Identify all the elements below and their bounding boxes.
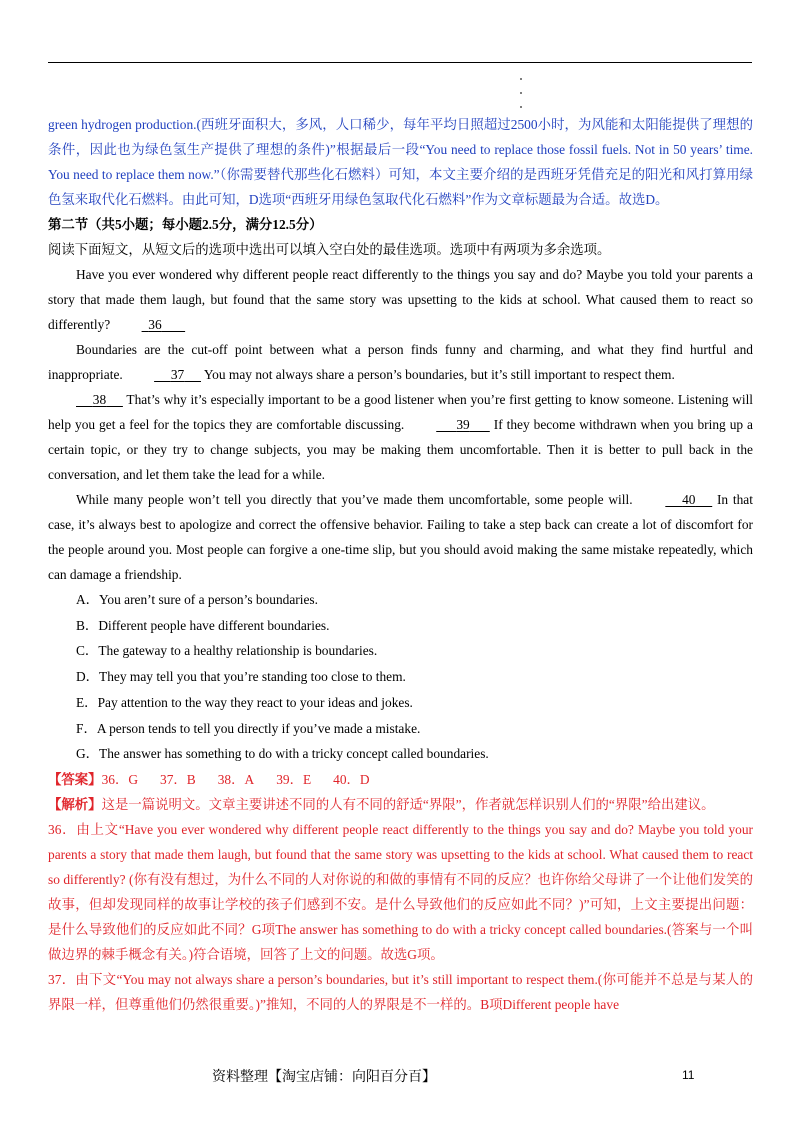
blank-40: 40 (682, 492, 696, 507)
footer-source: 资料整理【淘宝店铺：向阳百分百】 (212, 1070, 436, 1085)
explanation-37: 37．由下文“You may not always share a person’s boundaries, but it’s still important to respect them.(你可能并不总是与某人的界限一样，但尊重他们仍然很重要。)”推知，不同的人的界限是不一样的。B项Different people have (48, 971, 753, 1012)
document-body (48, 112, 753, 1017)
option-c: C．The gateway to a healthy relationship is boundaries. (76, 643, 378, 659)
option-e: E．Pay attention to the way they react to your ideas and jokes. (76, 694, 413, 710)
answer-item: 37．B (160, 771, 196, 787)
passage-text: That’s why it’s especially important to be a good listener when you’re first getting to know someone. Listening will help you get a feel for the topics they are comfortable discussing. (48, 392, 754, 432)
passage-text: While many people won’t tell you directly that you’ve made them uncomfortable, some people will. (76, 492, 633, 507)
passage-text: In that case, it’s always best to apologize and correct the offensive behavior. Failing to take a step back can create a lot of discomfort for the people around you. Most people can forgive a one-time slip, but you should avoid making the same mistake repeatedly, which can damage a friendship. (48, 492, 753, 582)
header-rule (48, 62, 752, 63)
analysis (48, 792, 753, 817)
page-number: 11 (682, 1068, 695, 1082)
answer-item: 40．D (333, 771, 370, 787)
passage-paragraph-2 (48, 337, 753, 387)
option-d: D．They may tell you that you’re standing too close to them. (76, 669, 406, 685)
blank-37: 37 (170, 367, 185, 382)
answer-item: 39．E (276, 771, 312, 787)
passage-text: Boundaries are the cut-off point between what a person finds funny and charming, and what they find hurtful and inappropriate. (48, 342, 753, 382)
passage-text: You may not always share a person’s boundaries, but it’s still important to respect them. (203, 367, 675, 382)
answer-tag: 【答案】 (48, 771, 102, 787)
continued-explanation: green hydrogen production.(西班牙面积大，多风，人口稀少，每年平均日照超过2500小时，为风能和太阳能提供了理想的条件，因此也为绿色氢生产提供了理想的条件)”根据最后一段“You need to replace those fossil fuels. Not in 50 years’ time. You need to replace them now.”（你需要替代那些化石燃料）可知，本文主要介绍的是西班牙凭借充足的阳光和风打算用绿色氢来取代化石燃料。由此可知，D选项“西班牙用绿色氢取代化石燃料”作为文章标题最为合适。故选D。 (48, 117, 753, 207)
answer-item: 36．G (101, 771, 139, 787)
answer-item: 38．A (217, 771, 255, 787)
header-dot (520, 92, 522, 94)
blank-38: 38 (92, 392, 107, 407)
instructions: 阅读下面短文，从短文后的选项中选出可以填入空白处的最佳选项。选项中有两项为多余选项。 (48, 242, 611, 257)
explanation-36: 36．由上文“Have you ever wondered why different people react differently to the things you say and do? Maybe you told your parents a story that made them laugh, but found that the same story was upsetting to the kids at school. What caused them to react so differently? (你有没有想过，为什么不同的人对你说的和做的事情有不同的反应？也许你给父母讲了一个让他们发笑的故事，但却发现同样的故事让学校的孩子们感到不安。是什么导致他们的反应如此不同？)”可知，上文主要提出问题：是什么导致他们的反应如此不同？G项The answer has something to do with a tricky concept called boundaries.(答案与一个叫做边界的棘手概念有关。)符合语境，回答了上文的问题。故选G项。 (48, 821, 753, 962)
passage-paragraph-4 (48, 487, 753, 587)
header-dot (520, 78, 522, 80)
analysis-tag: 【解析】 (48, 796, 102, 812)
answer-line (48, 767, 753, 792)
blank-36: 36 (148, 317, 162, 332)
passage-paragraph-1 (48, 262, 753, 337)
option-g: G．The answer has something to do with a tricky concept called boundaries. (76, 746, 489, 762)
passage-paragraph-3 (48, 387, 753, 487)
blank-39: 39 (456, 417, 470, 432)
option-a: A．You aren’t sure of a person’s boundaries. (76, 592, 318, 607)
passage-text: Have you ever wondered why different people react differently to the things you say and do? Maybe you told your parents a story that made them laugh, but found that the same story was upsetting to the kids at school. What caused them to react so differently? (48, 267, 753, 332)
analysis-text: 这是一篇说明文。文章主要讲述不同的人有不同的舒适“界限”，作者就怎样识别人们的“界限”给出建议。 (101, 796, 715, 812)
section-heading: 第二节（共5小题；每小题2.5分，满分12.5分） (48, 217, 323, 232)
option-b: B．Different people have different boundaries. (76, 617, 330, 633)
option-f: F．A person tends to tell you directly if you’ve made a mistake. (76, 720, 421, 736)
passage-text: If they become withdrawn when you bring up a certain topic, or they try to change subjects, you may be making them uncomfortable. Then it is better to pull back in the conversation, and let them take the lead for a while. (48, 417, 753, 482)
header-dot (520, 106, 522, 108)
